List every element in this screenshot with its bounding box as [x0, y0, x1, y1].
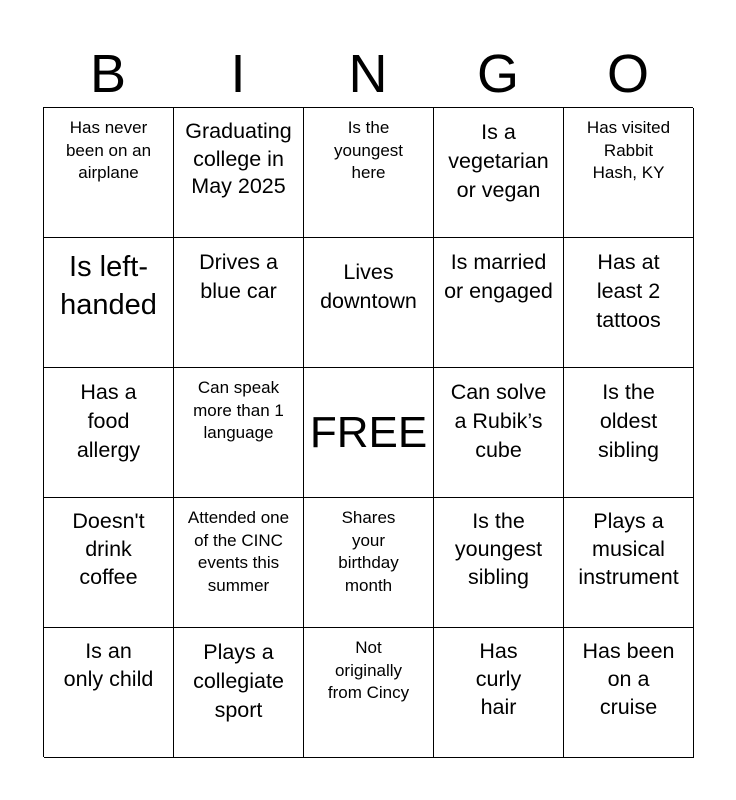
cell-text: Graduating college in May 2025 — [185, 119, 292, 199]
bingo-cell[interactable] — [434, 238, 564, 368]
cell-text: Has at least 2 tattoos — [596, 250, 661, 333]
bingo-cell[interactable] — [434, 368, 564, 498]
header-letter-b: B — [89, 44, 127, 104]
bingo-cell[interactable] — [44, 498, 174, 628]
bingo-cell[interactable] — [304, 498, 434, 628]
free-space-label: FREE — [309, 407, 428, 457]
header-letter-n: N — [348, 44, 388, 104]
bingo-cell[interactable] — [44, 628, 174, 758]
cell-text: Has curly hair — [475, 639, 522, 719]
cell-text: Not originally from Cincy — [327, 638, 410, 703]
bingo-cell[interactable] — [174, 368, 304, 498]
cell-text: Has never been on an airplane — [65, 118, 152, 183]
bingo-cell[interactable] — [564, 108, 694, 238]
cell-text: Has a food allergy — [76, 380, 141, 463]
cell-text: Attended one of the CINC events this summer — [187, 508, 290, 595]
bingo-grid — [43, 107, 693, 757]
bingo-cell[interactable] — [304, 238, 434, 368]
bingo-cell[interactable] — [434, 498, 564, 628]
header-letter-o: O — [606, 44, 649, 104]
cell-text: Is married or engaged — [444, 250, 553, 304]
bingo-cell[interactable] — [304, 628, 434, 758]
cell-text: Drives a blue car — [199, 250, 278, 304]
cell-text: Is the youngest sibling — [454, 509, 543, 589]
bingo-cell[interactable] — [174, 498, 304, 628]
header-letter-g: G — [476, 44, 519, 104]
bingo-cell[interactable] — [304, 108, 434, 238]
cell-text: Shares your birthday month — [338, 508, 399, 595]
bingo-cell[interactable] — [434, 108, 564, 238]
free-space[interactable] — [304, 368, 434, 498]
cell-text: Is left-handed — [60, 251, 157, 322]
cell-text: Plays a collegiate sport — [193, 640, 284, 723]
cell-text: Lives downtown — [320, 260, 417, 314]
cell-text: Is a vegetarian or vegan — [448, 120, 549, 203]
bingo-cell[interactable] — [564, 238, 694, 368]
header-letter-i: I — [230, 44, 246, 104]
bingo-cell[interactable] — [44, 108, 174, 238]
bingo-cell[interactable] — [564, 368, 694, 498]
bingo-cell[interactable] — [174, 238, 304, 368]
cell-text: Doesn't drink coffee — [72, 509, 145, 589]
cell-text: Has been on a cruise — [582, 639, 675, 719]
bingo-cell[interactable] — [44, 238, 174, 368]
bingo-cell[interactable] — [174, 628, 304, 758]
bingo-cell[interactable] — [564, 628, 694, 758]
bingo-header — [43, 38, 693, 108]
cell-text: Is the youngest here — [334, 118, 403, 183]
bingo-cell[interactable] — [44, 368, 174, 498]
bingo-cell[interactable] — [564, 498, 694, 628]
cell-text: Is an only child — [63, 639, 154, 691]
cell-text: Is the oldest sibling — [598, 380, 659, 463]
cell-text: Can speak more than 1 language — [193, 378, 284, 443]
bingo-cell[interactable] — [174, 108, 304, 238]
cell-text: Can solve a Rubik’s cube — [450, 380, 547, 463]
cell-text: Plays a musical instrument — [578, 509, 679, 589]
cell-text: Has visited Rabbit Hash, KY — [586, 118, 671, 183]
bingo-cell[interactable] — [434, 628, 564, 758]
